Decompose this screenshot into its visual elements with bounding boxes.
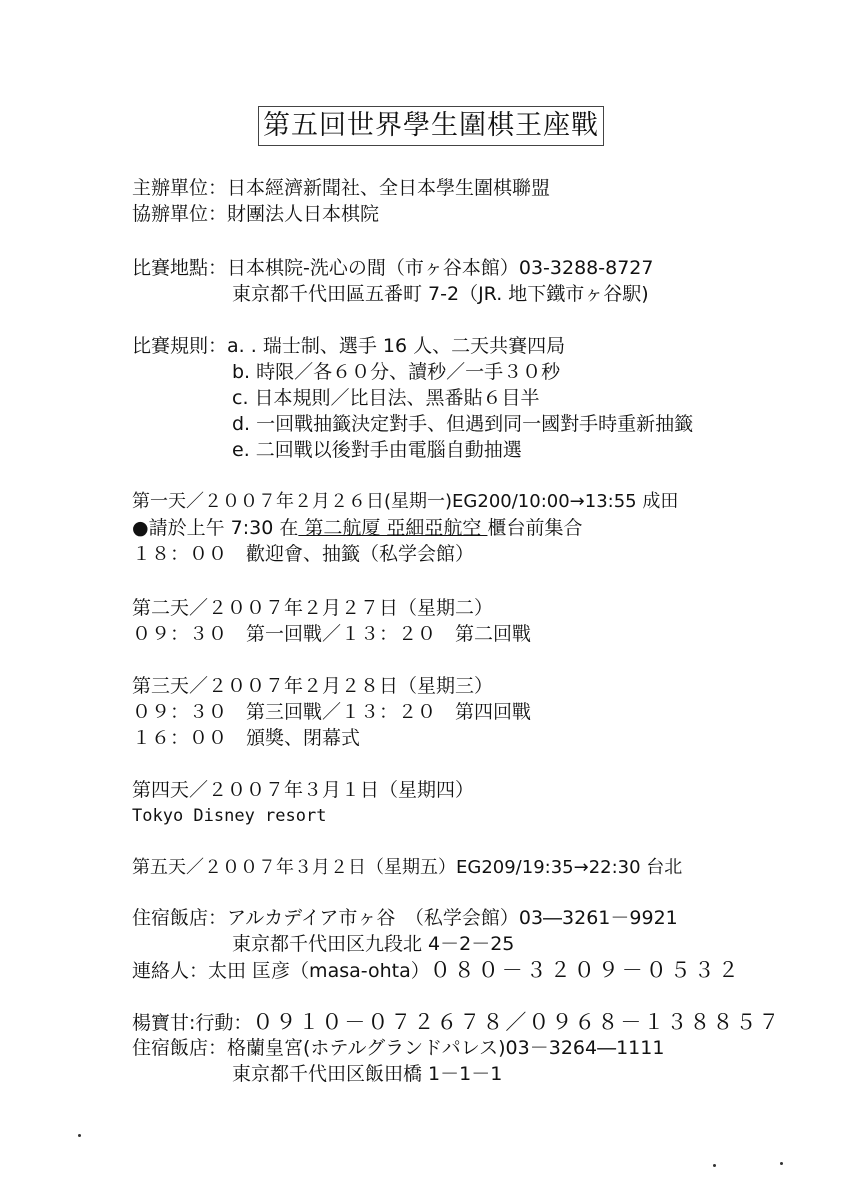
scan-speck <box>713 1164 716 1167</box>
yang-row <box>132 1010 781 1035</box>
yang-label: 楊寶甘:行動： <box>132 1012 253 1034</box>
co-organizer-row <box>132 202 379 226</box>
hotel2-line2: 東京都千代田区飯田橋 1－1－1 <box>232 1063 503 1085</box>
scan-speck <box>78 1134 81 1137</box>
contact-label: 連絡人： <box>132 960 209 982</box>
hotel1-line2: 東京都千代田区九段北 4－2－25 <box>232 933 515 955</box>
meet-prefix: ●請於上午 7:30 在 <box>132 517 299 539</box>
organizer-value: 日本經濟新聞社、全日本學生圍棋聯盟 <box>227 177 551 199</box>
day3-event1: ０９：３０ 第三回戰／１３：２０ 第四回戰 <box>132 701 532 723</box>
contact-name: 太田 匡彦（masa-ohta） <box>208 960 430 982</box>
hotel1-label: 住宿飯店： <box>132 907 228 929</box>
rules-item-b: b. 時限／各６０分、讀秒／一手３０秒 <box>232 361 561 383</box>
page-title: 第五回世界學生圍棋王座戰 <box>258 106 604 146</box>
venue-line2: 東京都千代田區五番町 7-2（JR. 地下鐵市ヶ谷駅) <box>232 283 649 305</box>
co-organizer-value: 財團法人日本棋院 <box>227 203 380 225</box>
day5-heading: 第五天／２００７年３月２日（星期五）EG209/19:35→22:30 台北 <box>132 857 683 878</box>
rules-row <box>132 334 565 358</box>
organizer-label: 主辦單位： <box>132 177 228 199</box>
yang-phones: ０９１０－０７２６７８／０９６８－１３８８５７ <box>252 1010 782 1034</box>
day1-meeting <box>132 516 582 540</box>
day4-heading: 第四天／２００７年３月１日（星期四） <box>132 779 475 801</box>
hotel2-line1: 格蘭皇宮(ホテルグランドパレス)03－3264―1111 <box>227 1037 665 1059</box>
venue-label: 比賽地點： <box>132 257 228 279</box>
day2-event: ０９：３０ 第一回戰／１３：２０ 第二回戰 <box>132 623 532 645</box>
day4-event: Tokyo Disney resort <box>132 806 327 826</box>
contact-row <box>132 958 742 983</box>
day2-heading: 第二天／２００７年２月２７日（星期二） <box>132 597 494 619</box>
hotel1-line1: アルカデイア市ヶ谷 （私学会館）03―3261－9921 <box>227 907 678 929</box>
scan-speck <box>780 1162 783 1165</box>
organizer-row <box>132 176 550 200</box>
venue-row <box>132 256 653 280</box>
venue-line1: 日本棋院-洗心の間（市ヶ谷本館）03-3288-8727 <box>227 257 654 279</box>
hotel2-label: 住宿飯店： <box>132 1037 228 1059</box>
meet-suffix: 櫃台前集合 <box>487 517 583 539</box>
rules-item-d: d. 一回戰抽籤決定對手、但遇到同一國對手時重新抽籤 <box>232 413 694 435</box>
day1-event: １８：００ 歡迎會、抽籤（私学会館） <box>132 543 475 565</box>
rules-label: 比賽規則： <box>132 335 228 357</box>
day3-event2: １６：００ 頒獎、閉幕式 <box>132 727 361 749</box>
day3-heading: 第三天／２００７年２月２８日（星期三） <box>132 675 494 697</box>
hotel1-row <box>132 906 678 930</box>
hotel2-row <box>132 1036 664 1060</box>
rules-item-a: a. . 瑞士制、選手 16 人、二天共賽四局 <box>227 335 566 357</box>
contact-phone: ０８０－３２０９－０５３２ <box>429 958 742 982</box>
day1-heading: 第一天／２００７年２月２６日(星期一)EG200/10:00→13:55 成田 <box>132 491 679 512</box>
rules-item-e: e. 二回戰以後對手由電腦自動抽選 <box>232 439 522 461</box>
rules-item-c: c. 日本規則／比目法、黑番貼６目半 <box>232 387 540 409</box>
meet-place: 第二航厦 亞細亞航空 <box>298 517 488 539</box>
co-organizer-label: 協辦單位： <box>132 203 228 225</box>
